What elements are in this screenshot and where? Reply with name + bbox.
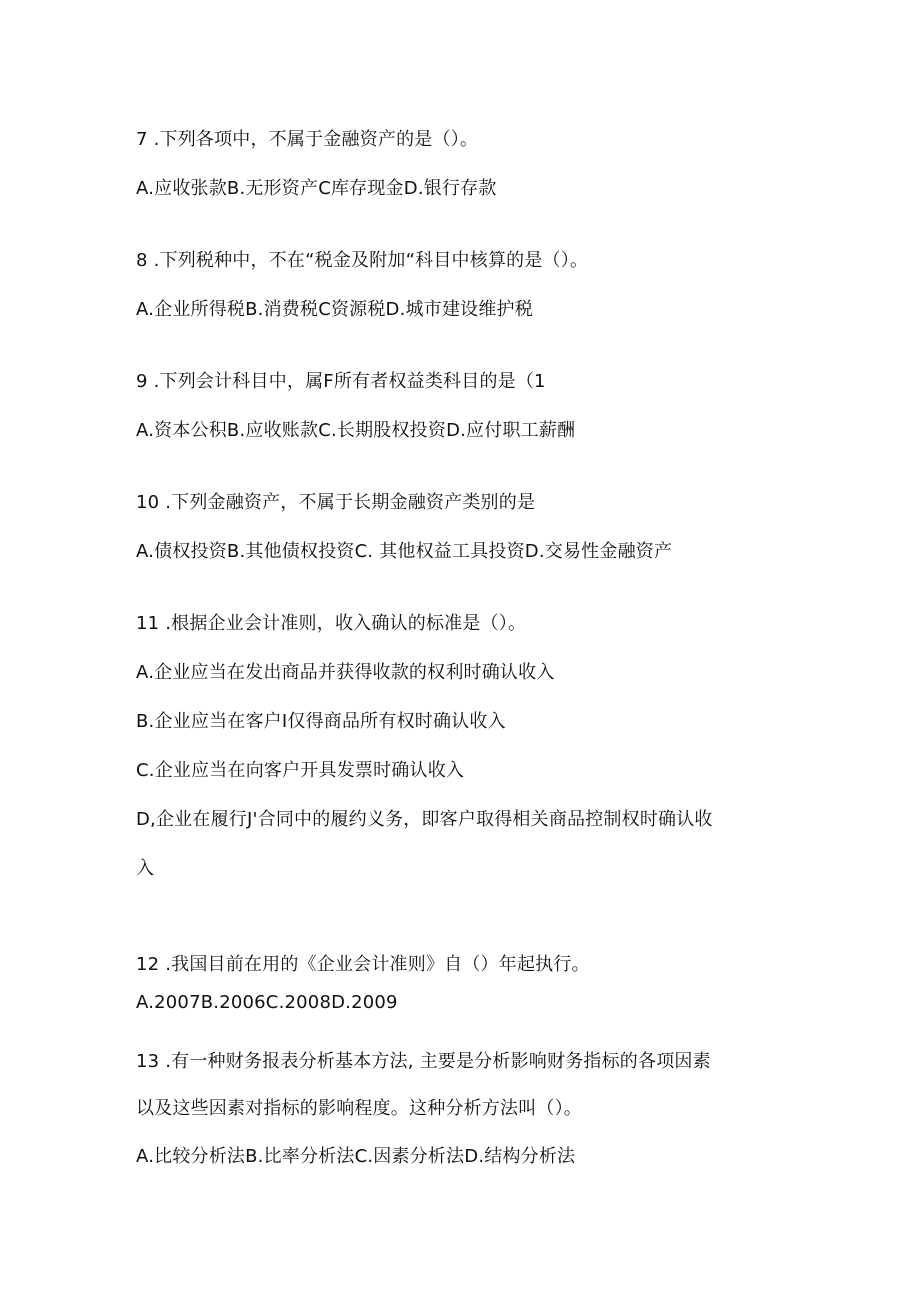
question-10-stem: 10 .下列金融资产，不属于长期金融资产类别的是 (136, 492, 536, 513)
question-9-options: A.资本公积B.应收账款C.长期股权投资D.应付职工薪酬 (136, 420, 576, 441)
question-13-options: A.比较分析法B.比率分析法C.因素分析法D.结构分析法 (136, 1146, 576, 1167)
question-11-option-b: B.企业应当在客户I仅得商品所有权时确认收入 (136, 711, 506, 732)
question-11-option-a: A.企业应当在发出商品并获得收款的权利时确认收入 (136, 662, 555, 683)
question-9-stem: 9 .下列会计科目中，属F所有者权益类科目的是（1 (136, 371, 546, 392)
question-11-option-c: C.企业应当在向客户开具发票时确认收入 (136, 760, 465, 781)
question-13-stem-line-2: 以及这些因素对指标的影响程度。这种分析方法叫（）。 (136, 1098, 582, 1119)
question-11-stem: 11 .根据企业会计准则，收入确认的标准是（）。 (136, 613, 527, 634)
question-12-stem: 12 .我国目前在用的《企业会计准则》自（）年起执行。 (136, 954, 590, 975)
question-12-options: A.2007B.2006C.2008D.2009 (136, 992, 398, 1013)
question-13-stem-line-1: 13 .有一种财务报表分析基本方法, 主要是分析影响财务指标的各项因素 (136, 1051, 711, 1072)
question-8-stem: 8 .下列税种中，不在“税金及附加“科目中核算的是（）。 (136, 250, 589, 271)
question-7-stem: 7 .下列各项中，不属于金融资产的是（）。 (136, 129, 479, 150)
question-11-option-d: D,企业在履行J'合同中的履约义务，即客户取得相关商品控制权时确认收 (136, 809, 713, 830)
question-10-options: A.债权投资B.其他债权投资C. 其他权益工具投资D.交易性金融资产 (136, 541, 673, 562)
question-8-options: A.企业所得税B.消费税C资源税D.城市建设维护税 (136, 299, 533, 320)
question-11-option-d-continued: 入 (136, 858, 155, 879)
question-7-options: A.应收张款B.无形资产C库存现金D.银行存款 (136, 178, 497, 199)
